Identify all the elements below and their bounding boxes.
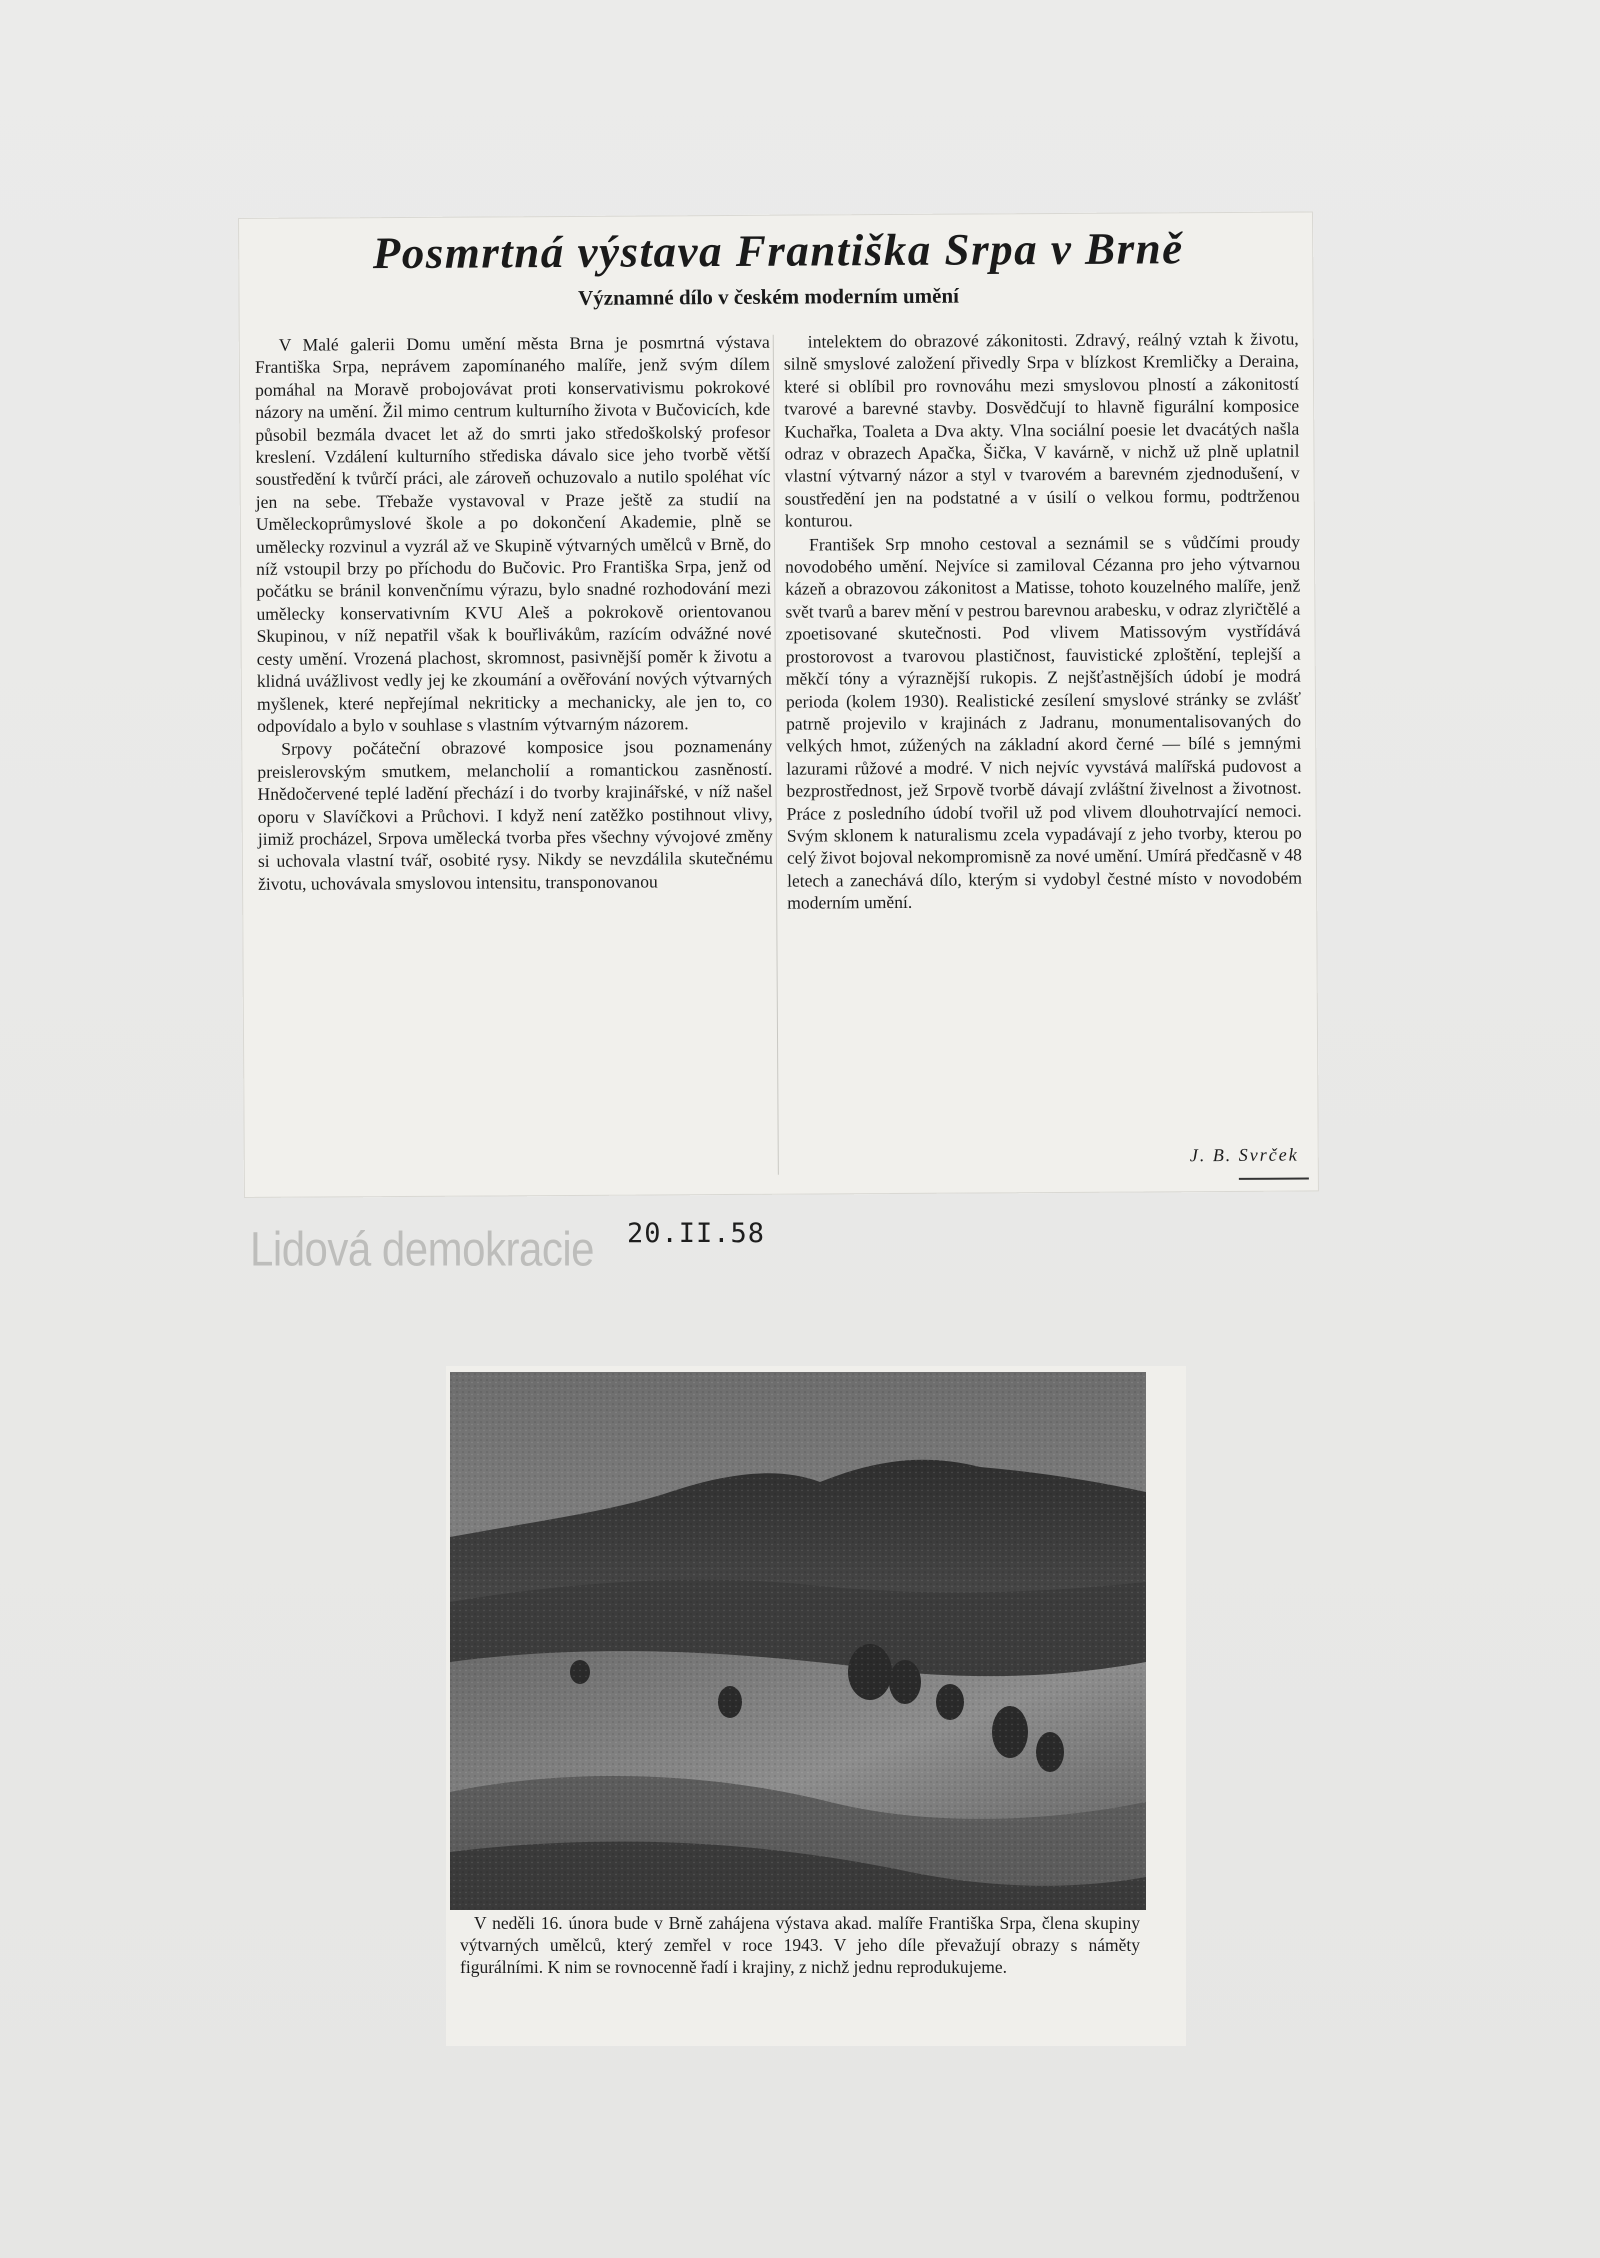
print-grain (450, 1372, 1146, 1910)
article-paragraph: Srpovy počáteční obrazové komposice jsou poznamenány preislerovským smutkem, melancholií a romantickou zasněností. Hnědočervené teplé ladění přechází i do tvorby krajinářské, v níž našel oporu v Slavíčkovi a Průchovi. I když není zatěžko postihnout vlivy, jimiž procházel, Srpova umělecká tvorba přes všechny vývojové změny si uchovala vlastní tvář, osobité rysy. Nikdy se nevzdálila skutečnému životu, uchovávala smyslovou intensitu, transponovanou (257, 736, 773, 894)
article-column-right (784, 328, 1303, 915)
article-subtitle: Významné dílo v českém moderním umění (577, 283, 960, 310)
article-headline: Posmrtná výstava Františka Srpa v Brně (372, 223, 1184, 279)
signature-rule (1239, 1177, 1309, 1179)
article-clipping (238, 211, 1319, 1198)
column-divider (773, 335, 779, 1175)
article-paragraph: V Malé galerii Domu umění města Brna je posmrtná výstava Františka Srpa, neprávem zapomínaného malíře, jenž svým dílem pomáhal na Moravě probojovávat proti konservativismu pokrokové názory na umění. Žil mimo centrum kulturního života v Bučovicích, kde působil bezmála dvacet let až do smrti jako středoškolský profesor kreslení. Vzdálení kulturního střediska dávalo sice jeho tvorbě větší soustředění k tvůrčí práci, ale zároveň ochuzovalo a nutilo spoléhat víc jen na sebe. Třebaže vystavoval v Praze ještě za studií na Uměleckoprůmyslové škole a po dokončení Akademie, plně se umělecky rozvinul a vyzrál až ve Skupině výtvarných umělců v Brně, do níž vstoupil brzy po příchodu do Bučovic. Pro Františka Srpa, jenž od počátku se bránil konvenčnímu výrazu, bylo snadné rozhodování mezi umělecky konservativním KVU Aleš a pokrokově orientovanou Skupinou, v níž nepatřil však k bouřlivákům, razícím odvážné nové cesty umění. Vrozená plachost, skromnost, pasivnější poměr k životu a klidná uvážlivost vedly jej ke zkoumání a ověřování nových výtvarných myšlenek, které nepřejímal nekriticky a mechanicky, ale jen to, co odpovídalo a bylo v souhlase s vlastním výtvarným názorem. (254, 331, 773, 736)
article-paragraph: František Srp mnoho cestoval a seznámil se s vůdčími proudy novodobého umění. Nejvíce si zamiloval Cézanna pro jeho výtvarnou kázeň a obrazovou zákonitost a Matisse, tohoto kouzelného malíře, jenž svět tvarů a barev mění v pestrou barevnou arabesku, v odraz zlyričtělé a zpoetisované skutečnosti. Pod vlivem Matissovým vystřídává prostorovost a tvarovou plastičnost, fauvistické zploštění, teplejší a měkčí tóny a výraznější rukopis. Z nejšťastnějších údobí je modrá perioda (kolem 1930). Realistické zesílení smyslové stránky se zvlášť patrně projevilo v krajinách z Jadranu, monumentalisovaných do velkých hmot, zúžených na základní akord černé — bílé s jemnými lazurami růžové a modré. V nich nejvíc vyvstává malířská pudovost a bezprostřednost, jež Srpově tvorbě dávají zvláštní živelnost a životnost. Práce z posledního údobí tvořil už pod vlivem dlouhotrvající nemoci. Svým sklonem k naturalismu zcela vypadávají z jeho tvorby, kterou po celý život bojoval nekompromisně za nové umění. Umírá předčasně v 48 letech a zanechává dílo, kterým si vydobyl čestné místo v novodobém moderním umění. (785, 531, 1303, 913)
newspaper-name-stamp: Lidová demokracie (250, 1222, 595, 1277)
photo-clipping (446, 1366, 1186, 2046)
article-author: J. B. Svrček (1189, 1144, 1299, 1166)
handwritten-date: 20.II.58 (627, 1218, 766, 1249)
landscape-painting-photo (450, 1372, 1146, 1910)
photo-caption: V neděli 16. února bude v Brně zahájena výstava akad. malíře Františka Srpa, člena skupiny výtvarných umělců, který zemřel v roce 1943. V jeho díle převažují obrazy s náměty figurálními. K nim se rovnocenně řadí i krajiny, z nichž jednu reprodukujeme. (460, 1913, 1140, 1977)
article-paragraph: intelektem do obrazové zákonitosti. Zdravý, reálný vztah k životu, silně smyslové založení přivedly Srpa v blízkost Kremličky a Deraina, které si oblíbil pro rovnováhu mezi smyslovou plností a zákonitostí tvarové a barevné stavby. Dosvědčují to hlavně figurální komposice Kuchařka, Toaleta a Dva akty. Vlna sociální poesie let dvacátých našla odraz v obrazech Apačka, Šička, V kavárně, v nichž už plně uplatnil vlastní výtvarný názor a styl v tvarovém a barevném zjednodušení, v soustředění jen na podstatné a v úsilí o velkou formu, podtrženou konturou. (783, 328, 1300, 531)
article-column-left (255, 331, 773, 895)
